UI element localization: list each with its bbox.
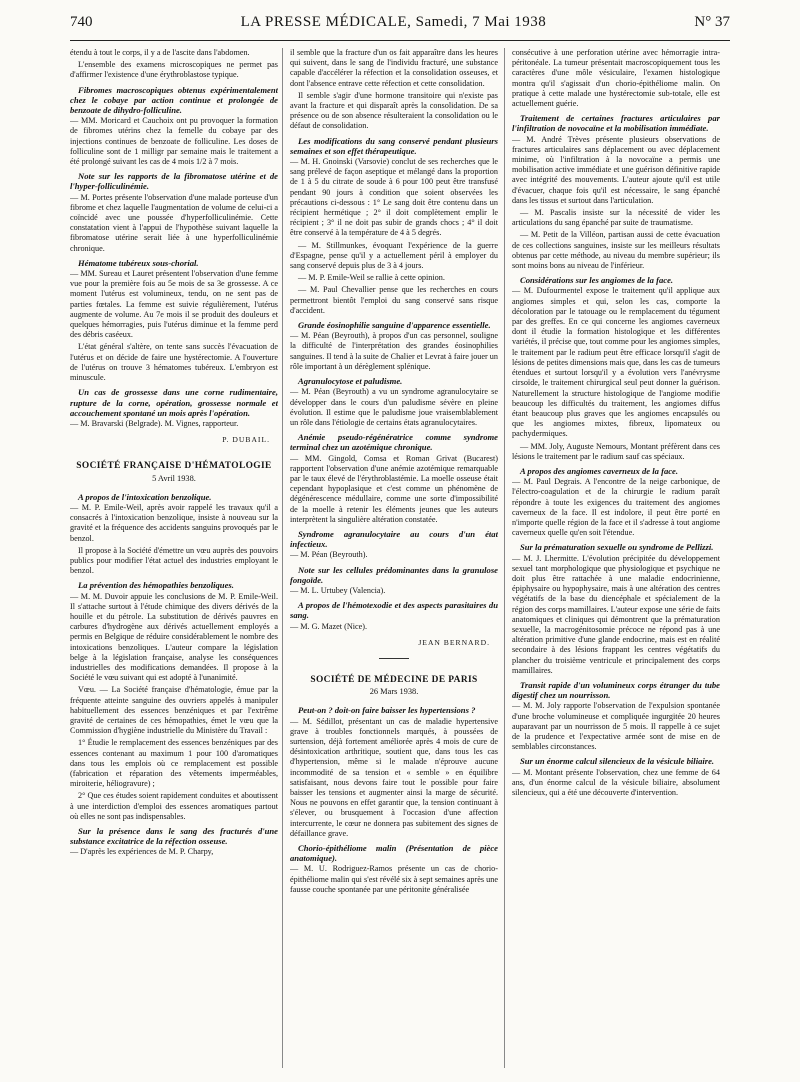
paragraph: il semble que la fracture d'un os fait apparaître dans les heures qui suivent, dans le sang de l'individu fracturé, une substance capable d'accélérer la réfection et la consolidation osseuses, et dont l'absence entrave cette réfection et cette consolidation. [290,48,498,88]
paragraph: — M. André Trèves présente plusieurs observations de fractures articulaires sans déplacement ou avec déplacement minime, où l'infiltration à la novocaïne a permis une mobilisation active immédiate et une guérison définitive rapide avec intégrité des mouvements. L'auteur ajoute qu'il est utile d'évacuer, chaque fois qu'il est nécessaire, le sang épanché dans les tissus et surtout dans l'articulation. [512,134,720,205]
session-date: 26 Mars 1938. [369,687,419,697]
article-heading: Transit rapide d'un volumineux corps étranger du tube digestif chez un nourrisson. [512,679,720,701]
society-title: SOCIÉTÉ DE MÉDECINE DE PARIS [310,674,478,685]
signature: JEAN BERNARD. [418,637,490,647]
paragraph: — M. Péan (Beyrouth), à propos d'un cas personnel, souligne la difficulté de l'interprétation des grandes éosinophilies sanguines. Il tend à la suite de Chalier et Levrat à faire jouer un rôle important à un dérèglement splénique. [290,331,498,371]
article-heading: Sur la prématuration sexuelle ou syndrome de Pellizzi. [520,542,714,553]
issue-date: Samedi, 7 Mai 1938 [415,14,547,30]
paragraph: 2° Que ces études soient rapidement conduites et aboutissent à une interdiction d'emploi des essences aromatiques partout où elles ne sont pas indispensables. [70,791,278,821]
article-heading: A propos des angiomes caverneux de la face. [520,465,679,476]
paragraph: — M. M. Joly rapporte l'observation de l'expulsion spontanée d'une broche volumineuse et compliquée ingurgitée 20 heures auparavant par un nourrisson de 5 mois. Il rappelle à ce sujet de la prudence et l'expectative armée sont de mise en de semblables circonstances. [512,701,720,752]
article-heading: A propos de l'hémotexodie et des aspects parasitaires du sang. [290,600,498,621]
paragraph: — M. Bravarski (Belgrade). M. Vignes, rapporteur. [70,418,239,428]
paragraph: — M. G. Mazet (Nice). [290,621,368,631]
article-heading: A propos de l'intoxication benzolique. [78,491,212,502]
article-heading: Considérations sur les angiomes de la face. [520,275,674,286]
issue-number: N° 37 [694,14,730,30]
paragraph: — M. Paul Degrais. A l'encontre de la neige carbonique, de l'électro-coagulation et de la chirurgie le radium paraît répondre à toute les exigences du traitement des angiomes caverneux de la face. Il est indolore, il peut être porté en n'importe quelle région de la face et il s'adresse à tout angiome caverneux quelle qu'en soit l'étendue. [512,477,720,538]
paragraph: — M. Dufourmentel expose le traitement qu'il applique aux angiomes simples et qui, selon les cas, comporte la décoloration par le tatouage ou le remplacement du tégument par des greffes. En ce qui concerne les angiomes caverneux dont il étudie la formation histologique et les différentes variétés, il précise que, tout comme pour les angiomes simples, le traitement par le radium peut être efficace lorsqu'il s'agit de lésions de petites dimensions mais que, dans les cas de tumeurs étendues et surtout lorsqu'il y a évolution vers l'anévrysme cirsoïde, le traitement chirurgical seul peut donner la guérison. Naturellement la structure histologique de l'angiome modifie beaucoup les difficultés du traitement, les angiomes diffus étant beaucoup plus graves que les angiomes encapsulés ou que les angiomes mixtes, fibreux, lipomateux ou pachydermiques. [512,286,720,439]
paragraph: — M. L. Urtubey (Valencia). [290,585,386,595]
section-separator [379,658,409,659]
session-date: 5 Avril 1938. [152,473,196,483]
article-heading: Note sur les cellules prédominantes dans la granulose fongoïde. [290,564,498,585]
paragraph: étendu à tout le corps, il y a de l'ascite dans l'abdomen. [70,48,250,57]
paragraph: — MM. Joly, Auguste Nemours, Montant préfèrent dans ces lésions le traitement par le radium sauf cas spéciaux. [512,441,720,461]
article-heading: Les modifications du sang conservé pendant plusieurs semaines et son effet thérapeutique. [290,135,498,156]
paragraph: — M. Péan (Beyrouth) a vu un syndrome agranulocytaire se développer dans le cours d'un paludisme sévère en pleine évolution. Il estime que le paludisme joue vraisemblablement un rôle dans l'étiologie de certains états agranulocytaires. [290,387,498,427]
article-heading: Peut-on ? doit-on faire baisser les hypertensions ? [298,705,476,716]
paragraph: Vœu. — La Société française d'hématologie, émue par la fréquente atteinte sanguine des ouvriers appelés à manipuler habituellement des essences benzéniques et par l'extrême gravité de certaines de ces hémopathies, émet le vœu que la Commission d'hygiène industrielle du Ministère du Travail : [70,685,278,736]
article-heading: Sur un énorme calcul silencieux de la vésicule biliaire. [520,756,715,767]
paragraph: — M. Paul Chevallier pense que les recherches en cours permettront bientôt l'emploi du sang conservé sans risque d'accident. [290,285,498,315]
article-heading: La prévention des hémopathies benzoliques. [78,580,234,591]
paragraph: — M. M. Duvoir appuie les conclusions de M. P. Emile-Weil. Il s'attache surtout à l'étude chimique des divers dérivés de la houille et du pétrole. La substitution de dérivés pauvres en carbures d'hydrogène aux dérivés actuellement employés a permis en Belgique de réduire considérablement le nombre des intoxications benzoliques. L'auteur compare la législation belge à la législation française, analyse les conséquences industrielles des modifications demandées. Il propose à la Société le vœu suivant qui est adopté à l'unanimité. [70,591,278,683]
paragraph: — MM. Sureau et Lauret présentent l'observation d'une femme vue pour la première fois au 5e mois de sa 3e grossesse. A ce moment l'utérus est volumineux, tendu, on ne sent pas de parties fœtales. La femme est suivie régulièrement, l'utérus augmente de volume. Au 7e mois il se produit des douleurs et quelques hémorragies, puis l'utérus diminue et la femme perd des débris caséeux. [70,269,278,340]
society-title: SOCIÉTÉ FRANÇAISE D'HÉMATOLOGIE [76,461,272,472]
article-heading: Chorio-épithéliome malin (Présentation de pièce anatomique). [290,843,498,864]
paragraph: — D'après les expériences de M. P. Charpy, [70,847,214,857]
article-heading: Traitement de certaines fractures articulaires par l'infiltration de novocaïne et la mobilisation immédiate. [512,113,720,134]
article-heading: Un cas de grossesse dans une corne rudimentaire, rupture de la corne, opération, grossesse normale et accouchement spontané un mois après l'opération. [70,387,278,418]
journal-name: LA PRESSE MÉDICALE [240,14,408,30]
header-rule [70,40,730,41]
column-1 [70,48,278,1068]
article-heading: Agranulocytose et paludisme. [298,376,403,387]
article-heading: Grande éosinophilie sanguine d'apparence essentielle. [298,320,491,331]
paragraph: — M. Péan (Beyrouth). [290,550,368,560]
paragraph: — M. Petit de la Villéon, partisan aussi de cette évacuation de ces collections sanguines, insiste sur les meilleurs résultats obtenus par cette méthode, au niveau du membre supérieur; ils sont moins bons au niveau de l'inférieur. [512,230,720,271]
journal-title: LA PRESSE MÉDICALE, Samedi, 7 Mai 1938 [240,14,547,30]
page-number: 740 [70,14,93,30]
paragraph: — M. Sédillot, présentant un cas de maladie hypertensive grave à troubles fonctionnels marqués, à poussées de surtension, déjà fortement améliorée après 4 mois de cure de désintoxication arthritique, soutient que, dans tous les cas d'hypertension, même si le malade n'éprouve aucune incommodité de sa tension et « semble » en équilibre satisfaisant, nous devons faire tout le possible pour faire baisser les tensions et augmenter ainsi la marge de sécurité. Nous ne pouvons en effet garantir que, la tension continuant à s'élever, ou brusquement à l'occasion d'une affection intercurrente, le cœur ne donnera pas subitement des signes de défaillance grave. [290,716,498,838]
signature: P. DUBAIL. [222,435,270,445]
article-heading: Hématome tubéreux sous-chorial. [78,257,199,268]
paragraph: — M. J. Lhermitte. L'évolution précipitée du développement sexuel tant morphologique que physiologique et psychique ne doit plus être rattachée à une maladie endocrinienne, épiphysaire ou hypophysaire, mais à une altération des centres végétatifs de la base du diencéphale et spécialement de la région des corps mamillaires. L'auteur expose une série de faits anatomiques et cliniques qui démontrent que la prématuration sexuelle, la macrogénitosomie précoce ne répond pas à une altération primitive d'une glande endocrine, mais est en réalité secondaire à des lésions frappant les centres végétatifs du plancher du troisième ventricule et principalement des corps mamillaires. [512,553,720,675]
column-2 [290,48,498,1068]
column-3 [512,48,720,1068]
paragraph: — M. P. Emile-Weil, après avoir rappelé les travaux qu'il a consacrés à l'intoxication benzolique, insiste à nouveau sur la gravité et la fréquence des accidents sanguins provoqués par le benzol. [70,502,278,543]
paragraph: — M. Portes présente l'observation d'une malade porteuse d'un fibrome et chez laquelle l'augmentation de volume de celui-ci a coïncidé avec une poussée d'hyperfolliculinémie. Cette constatation vient à l'appui de l'hypothèse suivant laquelle la fibromatose utérine serait liée à une hyperfolliculinémie chronique. [70,192,278,253]
paragraph: L'état général s'altère, on tente sans succès l'évacuation de l'utérus et on décide de faire une hystérectomie. A l'ouverture de l'utérus on trouve 3 hématomes tubéreux. L'embryon est minuscule. [70,342,278,383]
paragraph: — M. Stillmunkes, évoquant l'expérience de la guerre d'Espagne, pense qu'il y a actuellement péril à employer du sang conservé depuis plus de 3 à 4 jours. [290,240,498,271]
paragraph: — M. Pascalis insiste sur la nécessité de vider les articulations du sang épanché par suite de traumatisme. [512,208,720,228]
column-divider [282,48,283,1068]
paragraph: L'ensemble des examens microscopiques ne permet pas d'affirmer l'existence d'une érythroblastose typique. [70,60,278,80]
paragraph: — M. P. Emile-Weil se rallie à cette opinion. [298,273,445,283]
paragraph: consécutive à une perforation utérine avec hémorragie intra-péritonéale. La tumeur présentait macroscopiquement tous les caractères d'une môle vésiculaire, l'examen histologique montra qu'il s'agissait d'un chorio-épithéliome malin. On pratique à cette malade une hystérectomie sub-totale, elle est actuellement guérie. [512,48,720,109]
paragraph: Il semble s'agir d'une hormone transitoire qui n'existe pas avant la fracture et qui disparaît après la consolidation. De sa présence ou de son absence résulteraient la consolidation ou le défaut de consolidation. [290,90,498,131]
page-header [70,14,730,38]
article-heading: Anémie pseudo-régénératrice comme syndrome terminal chez un azotémique chronique. [290,432,498,453]
paragraph: — M. U. Rodriguez-Ramos présente un cas de chorio-épithéliome malin qui s'est révélé six à sept semaines après une fausse couche spontanée par une péritonite généralisée [290,864,498,894]
article-heading: Sur la présence dans le sang des fracturés d'une substance excitatrice de la réfection osseuse. [70,826,278,847]
column-divider [504,48,505,1068]
paragraph: — M. Montant présente l'observation, chez une femme de 64 ans, d'un énorme calcul de la vésicule biliaire, absolument silencieux, qui a été une découverte d'intervention. [512,767,720,798]
paragraph: 1° Étudie le remplacement des essences benzéniques par des essences contenant au maximum 1 pour 100 d'aromatiques dans tous les emplois où ce remplacement est possible (fabrication et réparation des vêtements imperméables, miroiterie, héliogravure) ; [70,738,278,789]
article-heading: Syndrome agranulocytaire au cours d'un état infectieux. [290,528,498,550]
paragraph: — M. H. Gnoinski (Varsovie) conclut de ses recherches que le sang prélevé de façon aseptique et mélangé dans la proportion de 1 à 5 du citrate de soude à 6 pour 100 peut être transfusé pendant 90 jours à condition que soient observées les précautions ci-dessous : 1° Le sang doit être contenu dans un récipient hermétique ; 2° il doit complètement emplir le récipient ; 3° il ne doit pas subir de grands chocs ; 4° il doit être conservé à la température de 4 à 5 degrés. [290,157,498,238]
article-heading: Fibromes macroscopiques obtenus expérimentalement chez le cobaye par action continue et prolongée de benzoate de dihydro-folliculine. [70,84,278,116]
article-heading: Note sur les rapports de la fibromatose utérine et de l'hyper-folliculinémie. [70,171,278,192]
paragraph: Il propose à la Société d'émettre un vœu auprès des pouvoirs publics pour modifier l'état actuel des industries employant le benzol. [70,545,278,576]
paragraph: — MM. Gingold, Comsa et Roman Grivat (Bucarest) rapportent l'observation d'une anémie azotémique remarquable par le taux élevé de l'érythroblastémie. La moelle osseuse était cependant hypoplasique et c'est comme un phénomène de dégénérescence médullaire, comme une sorte d'impossibilité de la moelle à retenir les éléments jeunes que les auteurs interprètent la singulière altération constatée. [290,453,498,524]
paragraph: — MM. Moricard et Cauchoix ont pu provoquer la formation de fibromes utérins chez la femelle du cobaye par des injections continues de benzoate de folliculine. Les doses de folliculine sont de 1 milligr par semaine mais le traitement a été prolongé suivant les cas de 4 mois 1/2 à 7 mois. [70,116,278,167]
